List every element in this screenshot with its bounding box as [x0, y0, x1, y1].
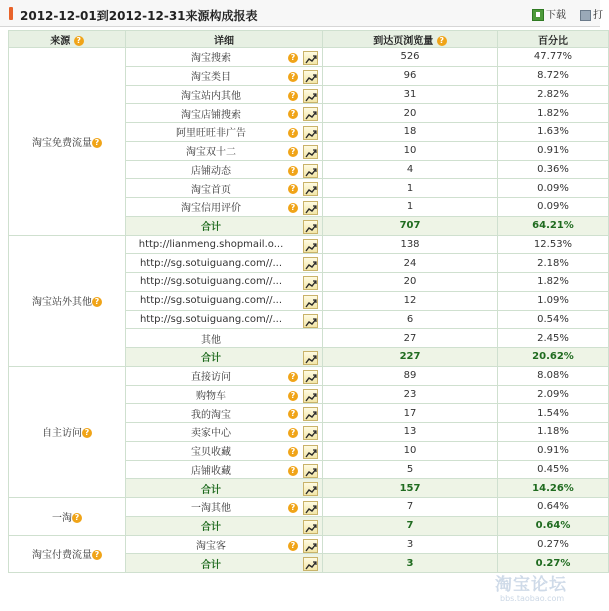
pv-cell: 10: [323, 441, 498, 460]
help-icon[interactable]: ?: [288, 466, 298, 476]
detail-cell: [126, 141, 323, 160]
detail-cell: [126, 123, 323, 142]
trend-chart-icon[interactable]: [303, 107, 318, 121]
detail-url-link[interactable]: http://sg.sotuiguang.com//...: [139, 313, 283, 325]
detail-url-link[interactable]: http://sg.sotuiguang.com//...: [139, 257, 283, 269]
source-label: 淘宝付费流量: [32, 550, 92, 562]
row-icons: [288, 51, 318, 65]
detail-cell: [126, 366, 323, 385]
row-icons: [288, 70, 318, 84]
total-pv-cell: 7: [323, 516, 498, 535]
row-icons: [303, 520, 318, 534]
help-icon[interactable]: ?: [288, 72, 298, 82]
column-header-pv: 到达页浏览量 ?: [323, 31, 498, 48]
detail-cell: [126, 291, 323, 310]
help-icon[interactable]: ?: [288, 184, 298, 194]
help-icon[interactable]: ?: [437, 36, 447, 46]
row-icons: [288, 89, 318, 103]
detail-label: 淘宝店铺搜索: [181, 109, 241, 121]
total-pv-cell: 707: [323, 216, 498, 235]
trend-chart-icon[interactable]: [303, 464, 318, 478]
trend-chart-icon[interactable]: [303, 70, 318, 84]
trend-chart-icon[interactable]: [303, 520, 318, 534]
help-icon[interactable]: ?: [288, 203, 298, 213]
detail-label: 店铺动态: [191, 165, 231, 177]
detail-cell: [126, 404, 323, 423]
total-label: 合计: [201, 522, 221, 534]
row-icons: [288, 201, 318, 215]
pv-cell: 31: [323, 85, 498, 104]
pct-cell: 8.08%: [498, 366, 609, 385]
total-label-cell: [126, 554, 323, 573]
total-pct-cell: 20.62%: [498, 348, 609, 367]
source-cell: [9, 235, 126, 366]
pct-cell: 1.82%: [498, 273, 609, 292]
pct-cell: 0.27%: [498, 535, 609, 554]
detail-label: 淘宝首页: [191, 184, 231, 196]
trend-chart-icon[interactable]: [303, 182, 318, 196]
table-row: [9, 235, 609, 254]
help-icon[interactable]: ?: [288, 503, 298, 513]
trend-chart-icon[interactable]: [303, 201, 318, 215]
help-icon[interactable]: ?: [288, 147, 298, 157]
detail-label: 宝贝收藏: [191, 447, 231, 459]
detail-label: 我的淘宝: [191, 409, 231, 421]
row-icons: [288, 182, 318, 196]
detail-label: 淘宝类目: [191, 72, 231, 84]
trend-chart-icon[interactable]: [303, 482, 318, 496]
pv-cell: 12: [323, 291, 498, 310]
row-icons: [288, 145, 318, 159]
trend-chart-icon[interactable]: [303, 539, 318, 553]
row-icons: [288, 426, 318, 440]
pv-cell: 4: [323, 160, 498, 179]
total-pct-cell: 64.21%: [498, 216, 609, 235]
title-marker: [9, 7, 13, 20]
row-icons: [288, 164, 318, 178]
detail-label: 阿里旺旺非广告: [176, 128, 246, 140]
total-pct-cell: 0.27%: [498, 554, 609, 573]
source-report-table: [8, 30, 609, 573]
pv-cell: 18: [323, 123, 498, 142]
trend-chart-icon[interactable]: [303, 501, 318, 515]
help-icon[interactable]: ?: [92, 297, 102, 307]
detail-url-link[interactable]: http://lianmeng.shopmail.o...: [138, 238, 284, 250]
row-icons: [288, 370, 318, 384]
detail-label: 卖家中心: [191, 428, 231, 440]
pct-cell: 0.91%: [498, 441, 609, 460]
total-label: 合计: [201, 353, 221, 365]
detail-cell: [126, 48, 323, 67]
detail-label: 店铺收藏: [191, 465, 231, 477]
trend-chart-icon[interactable]: [303, 557, 318, 571]
total-pct-cell: 14.26%: [498, 479, 609, 498]
row-icons: [303, 239, 318, 253]
total-label: 合计: [201, 559, 221, 571]
help-icon[interactable]: ?: [288, 53, 298, 63]
page-title: 2012-12-01到2012-12-31来源构成报表: [20, 9, 258, 23]
detail-label: 淘宝双十二: [186, 147, 236, 159]
row-icons: [303, 314, 318, 328]
help-icon[interactable]: ?: [288, 541, 298, 551]
detail-cell: [126, 460, 323, 479]
row-icons: [288, 407, 318, 421]
row-icons: [303, 557, 318, 571]
detail-url-link[interactable]: http://sg.sotuiguang.com//...: [139, 276, 283, 288]
pct-cell: 2.09%: [498, 385, 609, 404]
source-label: 淘宝站外其他: [32, 297, 92, 309]
pv-cell: 526: [323, 48, 498, 67]
detail-cell: [126, 66, 323, 85]
column-header-detail: 详细: [126, 31, 323, 48]
detail-cell: [126, 498, 323, 517]
table-row: [9, 498, 609, 517]
trend-chart-icon[interactable]: [303, 426, 318, 440]
detail-cell: [126, 235, 323, 254]
help-icon[interactable]: ?: [288, 428, 298, 438]
trend-chart-icon[interactable]: [303, 389, 318, 403]
trend-chart-icon[interactable]: [303, 51, 318, 65]
row-icons: [288, 501, 318, 515]
trend-chart-icon[interactable]: [303, 239, 318, 253]
row-icons: [288, 107, 318, 121]
total-label-cell: [126, 216, 323, 235]
detail-cell: [126, 385, 323, 404]
trend-chart-icon[interactable]: [303, 145, 318, 159]
help-icon[interactable]: ?: [72, 513, 82, 523]
help-icon[interactable]: ?: [288, 372, 298, 382]
help-icon[interactable]: ?: [82, 428, 92, 438]
pv-cell: 13: [323, 423, 498, 442]
pct-cell: 0.54%: [498, 310, 609, 329]
detail-cell: [126, 423, 323, 442]
trend-chart-icon[interactable]: [303, 351, 318, 365]
trend-chart-icon[interactable]: [303, 276, 318, 290]
help-icon[interactable]: ?: [288, 166, 298, 176]
detail-label: 淘宝客: [196, 540, 226, 552]
help-icon[interactable]: ?: [74, 36, 84, 46]
detail-cell: [126, 85, 323, 104]
pv-cell: 7: [323, 498, 498, 517]
download-icon: [532, 9, 544, 21]
pv-cell: 89: [323, 366, 498, 385]
download-label: 下载: [546, 10, 566, 21]
help-icon[interactable]: ?: [288, 409, 298, 419]
detail-label: 淘宝站内其他: [181, 90, 241, 102]
help-icon[interactable]: ?: [288, 91, 298, 101]
table-row: [9, 48, 609, 67]
pv-cell: 10: [323, 141, 498, 160]
source-label: 一淘: [52, 512, 72, 524]
detail-cell: [126, 310, 323, 329]
total-pct-cell: 0.64%: [498, 516, 609, 535]
source-cell: [9, 48, 126, 236]
row-icons: [303, 351, 318, 365]
row-icons: [303, 295, 318, 309]
row-icons: [288, 464, 318, 478]
row-icons: [288, 445, 318, 459]
pv-cell: 1: [323, 179, 498, 198]
row-icons: [288, 539, 318, 553]
trend-chart-icon[interactable]: [303, 220, 318, 234]
trend-chart-icon[interactable]: [303, 445, 318, 459]
detail-cell: [126, 329, 323, 348]
help-icon[interactable]: ?: [288, 109, 298, 119]
detail-label: 其他: [201, 334, 221, 346]
row-icons: [303, 220, 318, 234]
source-cell: [9, 498, 126, 536]
detail-cell: [126, 198, 323, 217]
pv-cell: 1: [323, 198, 498, 217]
pct-cell: 0.91%: [498, 141, 609, 160]
source-label: 自主访问: [42, 428, 82, 440]
source-label: 淘宝免费流量: [32, 137, 92, 149]
trend-chart-icon[interactable]: [303, 407, 318, 421]
print-icon: [580, 10, 591, 21]
trend-chart-icon[interactable]: [303, 295, 318, 309]
pv-cell: 96: [323, 66, 498, 85]
pct-cell: 1.09%: [498, 291, 609, 310]
trend-chart-icon[interactable]: [303, 257, 318, 271]
detail-url-link[interactable]: http://sg.sotuiguang.com//...: [139, 295, 283, 307]
trend-chart-icon[interactable]: [303, 89, 318, 103]
help-icon[interactable]: ?: [92, 550, 102, 560]
total-label-cell: [126, 348, 323, 367]
pv-cell: 5: [323, 460, 498, 479]
print-label: 打: [593, 10, 603, 21]
watermark-url: bbs.taobao.com: [500, 594, 565, 603]
print-button[interactable]: [580, 6, 603, 21]
table-header-row: [9, 31, 609, 48]
pv-cell: 24: [323, 254, 498, 273]
pct-cell: 0.64%: [498, 498, 609, 517]
total-label-cell: [126, 479, 323, 498]
pv-cell: 138: [323, 235, 498, 254]
trend-chart-icon[interactable]: [303, 314, 318, 328]
pct-cell: 0.36%: [498, 160, 609, 179]
detail-cell: [126, 535, 323, 554]
pct-cell: 1.82%: [498, 104, 609, 123]
help-icon[interactable]: ?: [288, 447, 298, 457]
pct-cell: 1.63%: [498, 123, 609, 142]
column-header-pct: 百分比: [498, 31, 609, 48]
pct-cell: 1.18%: [498, 423, 609, 442]
help-icon[interactable]: ?: [288, 128, 298, 138]
row-icons: [303, 276, 318, 290]
row-icons: [303, 257, 318, 271]
detail-cell: [126, 179, 323, 198]
report-titlebar: [0, 0, 603, 27]
source-cell: [9, 535, 126, 573]
source-cell: [9, 366, 126, 497]
pct-cell: 2.82%: [498, 85, 609, 104]
detail-cell: [126, 160, 323, 179]
detail-label: 淘宝搜索: [191, 53, 231, 65]
pv-cell: 27: [323, 329, 498, 348]
pv-cell: 20: [323, 104, 498, 123]
detail-cell: [126, 273, 323, 292]
detail-label: 购物车: [196, 390, 226, 402]
pct-cell: 47.77%: [498, 48, 609, 67]
total-label: 合计: [201, 222, 221, 234]
detail-label: 淘宝信用评价: [181, 203, 241, 215]
total-pv-cell: 227: [323, 348, 498, 367]
column-header-source: 来源 ?: [9, 31, 126, 48]
detail-cell: [126, 254, 323, 273]
watermark: 淘宝论坛: [495, 575, 567, 595]
row-icons: [303, 482, 318, 496]
detail-label: 一淘其他: [191, 503, 231, 515]
pv-cell: 23: [323, 385, 498, 404]
pv-cell: 3: [323, 535, 498, 554]
pct-cell: 1.54%: [498, 404, 609, 423]
pv-cell: 6: [323, 310, 498, 329]
help-icon[interactable]: ?: [288, 391, 298, 401]
pct-cell: 12.53%: [498, 235, 609, 254]
total-pv-cell: 157: [323, 479, 498, 498]
total-label: 合计: [201, 484, 221, 496]
row-icons: [288, 126, 318, 140]
pct-cell: 0.09%: [498, 198, 609, 217]
total-label-cell: [126, 516, 323, 535]
table-row: [9, 366, 609, 385]
trend-chart-icon[interactable]: [303, 370, 318, 384]
total-pv-cell: 3: [323, 554, 498, 573]
help-icon[interactable]: ?: [92, 138, 102, 148]
trend-chart-icon[interactable]: [303, 126, 318, 140]
pct-cell: 2.18%: [498, 254, 609, 273]
detail-cell: [126, 441, 323, 460]
pct-cell: 0.09%: [498, 179, 609, 198]
detail-label: 直接访问: [191, 372, 231, 384]
trend-chart-icon[interactable]: [303, 164, 318, 178]
row-icons: [288, 389, 318, 403]
table-row: [9, 535, 609, 554]
pct-cell: 2.45%: [498, 329, 609, 348]
pct-cell: 0.45%: [498, 460, 609, 479]
detail-cell: [126, 104, 323, 123]
pv-cell: 20: [323, 273, 498, 292]
download-button[interactable]: [532, 6, 566, 21]
pv-cell: 17: [323, 404, 498, 423]
pct-cell: 8.72%: [498, 66, 609, 85]
